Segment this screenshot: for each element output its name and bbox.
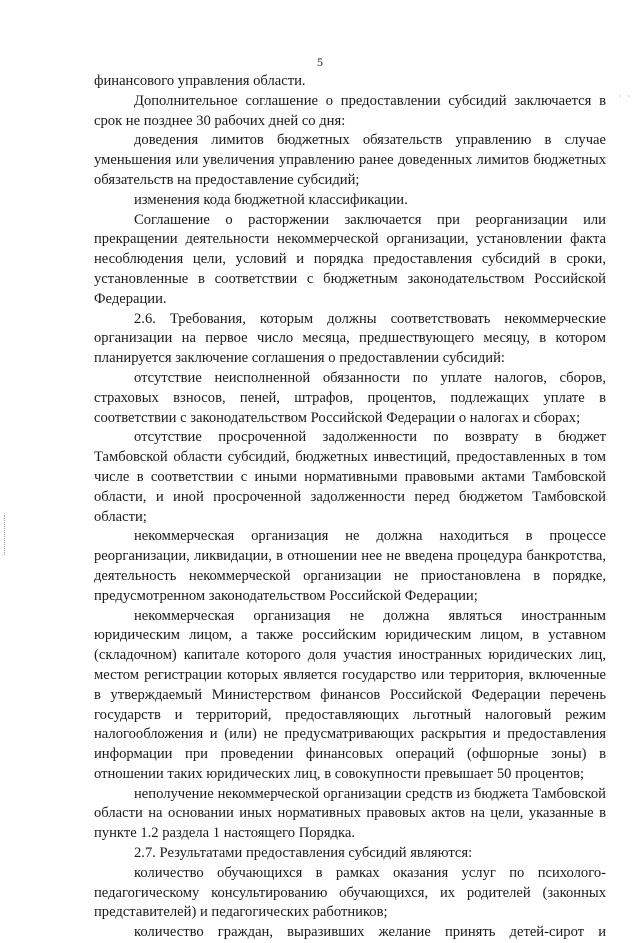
paragraph: финансового управления области.: [94, 73, 306, 89]
paragraph: доведения лимитов бюджетных обязательств управлению в случае уменьшения или увеличения управлению ранее доведенных лимитов бюджетных обязательств на предоставление субсидий;: [94, 132, 606, 188]
paragraph: количество обучающихся в рамках оказания услуг по психолого-педагогическому консультированию обучающихся, их родителей (законных представителей) и педагогических работников;: [94, 864, 606, 921]
binding-mark: [4, 515, 7, 555]
paragraph: неполучение некоммерческой организации средств из бюджета Тамбовской области на основании иных нормативных правовых актов на цели, указанные в пункте 1.2 раздела 1 настоящего Порядка.: [94, 785, 606, 842]
paragraph: некоммерческая организация не должна находиться в процессе реорганизации, ликвидации, в отношении нее не введена процедура банкротства, деятельность некоммерческой организации не приостановлена в порядке, предусмотренном законодательством Российской Федерации;: [94, 528, 606, 604]
paragraph: отсутствие неисполненной обязанности по уплате налогов, сборов, страховых взносов, пеней, штрафов, процентов, подлежащих уплате в соответствии с законодательством Российской Федерации о налогах и сборах;: [94, 369, 606, 426]
paragraph: Соглашение о расторжении заключается при реорганизации или прекращении деятельности некоммерческой организации, установлении факта несоблюдения цели, условий и порядка предоставления субсидий в сроки, установленные в соответствии с бюджетным законодательством Российской Федерации.: [94, 211, 606, 307]
paragraph: изменения кода бюджетной классификации.: [134, 191, 408, 208]
page-number: 5: [317, 55, 323, 69]
paragraph: Дополнительное соглашение о предоставлении субсидий заключается в срок не позднее 30 рабочих дней со дня:: [94, 92, 606, 129]
margin-mark: · ·: [618, 92, 632, 101]
paragraph: отсутствие просроченной задолженности по возврату в бюджет Тамбовской области субсидий, бюджетных инвестиций, предоставленных в том числе в соответствии с иными нормативными правовыми актами Тамбовской области, и иной просроченной задолженности перед бюджетом Тамбовской области;: [94, 429, 606, 525]
paragraph: некоммерческая организация не должна являться иностранным юридическим лицом, а также российским юридическим лицом, в уставном (складочном) капитале которого доля участия иностранных юридических лиц, местом регистрации которых является государство или территория, включенные в утверждаемый Министерством финансов Российской Федерации перечень государств и территорий, предоставляющих льготный налоговый режим налогообложения и (или) не предусматривающих раскрытия и предоставления информации при проведении финансовых операций (офшорные зоны) в отношении таких юридических лиц, в совокупности превышает 50 процентов;: [94, 607, 606, 782]
paragraph: количество граждан, выразивших желание принять детей-сирот и: [134, 924, 606, 941]
paragraph: 2.7. Результатами предоставления субсидий являются:: [134, 845, 473, 862]
paragraph: 2.6. Требования, которым должны соответствовать некоммерческие организации на первое число месяца, предшествующего месяцу, в котором планируется заключение соглашения о предоставлении субсидий:: [94, 310, 606, 367]
document-body: [94, 72, 606, 943]
